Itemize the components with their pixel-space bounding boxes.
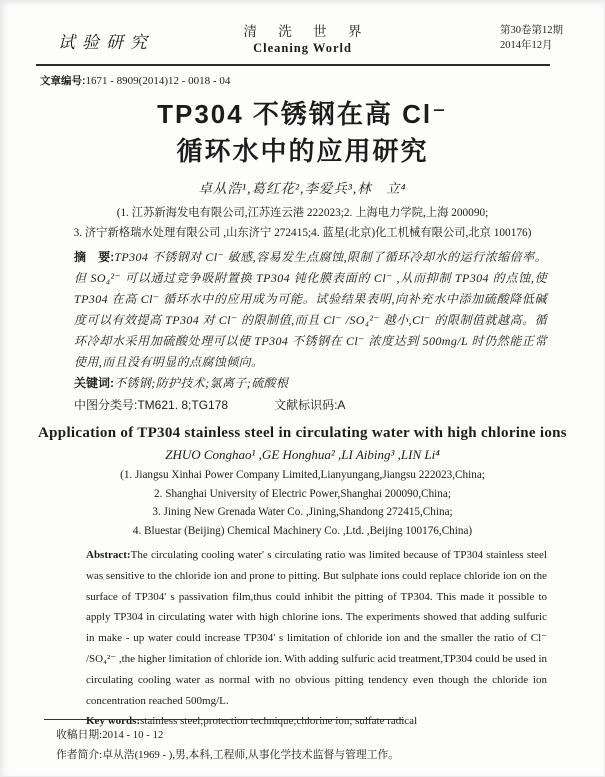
article-number-value: 1671 - 8909(2014)12 - 0018 - 04 — [85, 75, 231, 87]
affiliation-en-4: 4. Bluestar (Beijing) Chemical Machinery Co. ,Ltd. ,Beijing 100176,China) — [132, 524, 473, 537]
keywords-en-label: Key words: — [86, 715, 141, 728]
received-date-label: 收稿日期: — [56, 729, 103, 741]
author-bio-line — [56, 746, 535, 766]
abstract-en-label: Abstract: — [86, 549, 131, 561]
journal-title-en: Cleaning World — [253, 41, 352, 55]
authors-cn: 卓从浩¹,葛红花²,李爱兵³,林 立⁴ — [198, 181, 407, 196]
keywords-cn-label: 关键词: — [74, 376, 114, 390]
volume-issue: 第30卷第12期 — [500, 25, 563, 36]
keywords-en-text: stainless steel;protection technique;chlorine ion; sulfate radical — [140, 715, 418, 728]
page-header — [0, 20, 605, 60]
received-date-value: 2014 - 10 - 12 — [102, 729, 164, 741]
author-bio-label: 作者简介: — [56, 748, 103, 761]
section-label: 试验研究 — [58, 33, 154, 52]
article-title-cn — [0, 96, 605, 170]
keywords-cn-line — [74, 373, 547, 394]
abstract-cn-text: TP304 不锈钢对 Cl⁻ 敏感,容易发生点腐蚀,限制了循环冷却水的运行浓缩倍率。但 SO₄²⁻ 可以通过竞争吸附置换 TP304 钝化膜表面的 Cl⁻ ,从而抑制 TP304 的点蚀,使 TP304 在高 Cl⁻ 循环水中的应用成为可能。试验结果表明,向补充水中添加硫酸降低碱度可以有效提高 TP304 对 Cl⁻ 的限制值,而且 Cl⁻ /SO₄²⁻ 越小,Cl⁻ 的限制值就越高。循环冷却水采用加硫酸处理可以使 TP304 不锈钢在 Cl⁻ 浓度达到 500mg/L 时仍然能正常使用,而且没有明显的点腐蚀倾向。 — [74, 250, 547, 369]
affiliation-en-1: (1. Jiangsu Xinhai Power Company Limited,Lianyungang,Jiangsu 222023,China; — [120, 469, 485, 481]
journal-title-cn: 清 洗 世 界 — [243, 24, 371, 39]
footnote-divider — [44, 719, 404, 720]
issue-info — [500, 23, 563, 53]
affiliations-cn — [0, 203, 605, 243]
issue-date: 2014年12月 — [500, 40, 553, 51]
doc-code-value: A — [337, 398, 346, 412]
abstract-cn-label: 摘 要: — [74, 250, 115, 264]
abstract-cn — [74, 247, 547, 373]
clc-value: TM621. 8;TG178 — [137, 398, 229, 412]
affiliation-en-2: 2. Shanghai University of Electric Power,Shanghai 200090,China; — [154, 487, 451, 500]
affiliation-cn-1: (1. 江苏新海发电有限公司,江苏连云港 222023;2. 上海电力学院,上海 200090; — [116, 207, 489, 219]
classification-line — [74, 395, 547, 416]
article-title-cn-line1: TP304 不锈钢在高 Cl⁻ — [157, 99, 448, 129]
abstract-en — [86, 545, 547, 711]
article-number-label: 文章编号: — [40, 75, 86, 87]
affiliation-en-3: 3. Jining New Grenada Water Co. ,Jining,Shandong 272415,China; — [152, 506, 453, 518]
doc-code-label: 文献标识码: — [274, 398, 338, 412]
affiliations-en — [0, 466, 605, 540]
header-divider — [36, 64, 550, 66]
footnote-block — [44, 719, 535, 765]
article-number — [40, 73, 605, 88]
article-title-cn-line2: 循环水中的应用研究 — [176, 136, 429, 166]
author-bio-text: 卓从浩(1969 - ),男,本科,工程师,从事化学技术监督与管理工作。 — [102, 748, 400, 761]
received-date-line — [56, 726, 535, 746]
article-title-en: Application of TP304 stainless steel in circulating water with high chlorine ions — [38, 425, 567, 441]
abstract-en-text: The circulating cooling water' s circulating ratio was limited because of TP304 stainless steel was sensitive to the chloride ion and prone to pitting. But sulphate ions could replace chloride ion on the surface of TP304' s passivation film,thus could inhibit the pitting of TP304. This made it possible to apply TP304 in circulating water with high chlorine ions. The experiments showed that adding sulfuric in make - up water could increase TP304' s limitation of chloride ion and the smaller the ratio of Cl⁻ /SO₄²⁻ ,the higher limitation of chloride ion. With adding sulfuric acid treatment,TP304 could be used in circulating cooling water as normal with no obvious pitting tendency even though the chloride ion concentration reached 500mg/L. — [86, 549, 547, 707]
keywords-cn-text: 不锈钢;防护技术;氯离子;硫酸根 — [114, 376, 289, 390]
clc-label: 中图分类号: — [74, 398, 138, 412]
authors-en: ZHUO Conghao¹ ,GE Honghua² ,LI Aibing³ ,LIN Li⁴ — [165, 447, 440, 462]
affiliation-cn-2: 3. 济宁新格瑞水处理有限公司 ,山东济宁 272415;4. 蓝星(北京)化工机械有限公司,北京 100176) — [73, 227, 532, 239]
